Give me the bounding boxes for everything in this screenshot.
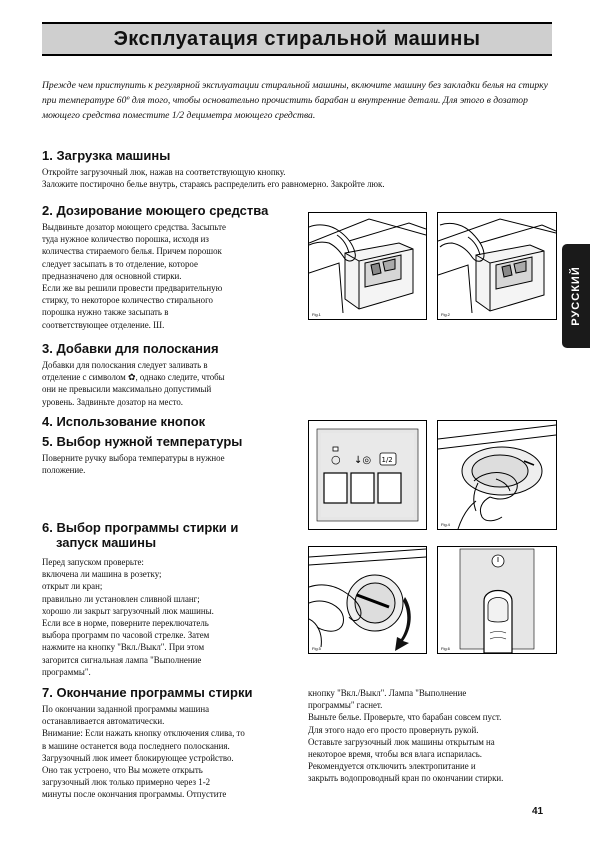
- text-line: соответствующее отделение. Ш.: [42, 319, 165, 330]
- on-off-button-illustration: [438, 547, 556, 653]
- text-line: выбора программ по часовой стрелке. Затем: [42, 630, 210, 641]
- program-selector-illustration: [309, 547, 426, 653]
- svg-text:Fig.6: Fig.6: [441, 646, 450, 651]
- on-off-symbol: ○: [331, 453, 341, 466]
- text-line: Если же вы решили провести предварительную: [42, 283, 223, 294]
- drain-symbol: ↓◎: [354, 455, 372, 466]
- language-side-tab: [562, 244, 590, 348]
- text-line: в машине останется вода последнего полоскания.: [42, 740, 230, 751]
- page-title: Эксплуатация стиральной машины: [42, 22, 552, 56]
- text-line: Выньте белье. Проверьте, что барабан совсем пуст.: [308, 712, 502, 723]
- on-off-button-figure: [437, 546, 557, 654]
- section-7-heading: 7. Окончание программы стирки: [42, 685, 253, 700]
- section-2-text: [42, 221, 226, 331]
- svg-text:Fig.4: Fig.4: [441, 522, 450, 527]
- text-line: порошка нужно также засыпать в: [42, 307, 169, 318]
- heading-line: запуск машины: [56, 535, 157, 550]
- text-line: Для этого надо его просто провернуть рукой.: [308, 724, 479, 735]
- section-5-text: [42, 452, 225, 476]
- text-line: они не превысили максимально допустимый: [42, 384, 212, 395]
- text-line: останавливается автоматически.: [42, 716, 165, 727]
- control-panel-figure: [308, 420, 427, 530]
- text-line: включена ли машина в розетку;: [42, 569, 162, 580]
- text-line: туда нужное количество порошка, исходя из: [42, 234, 209, 245]
- svg-text:Fig.5: Fig.5: [312, 646, 321, 651]
- section-6-text: [42, 556, 214, 678]
- text-line: Рекомендуется отключить электропитание и: [308, 761, 476, 772]
- text-line: Оставьте загрузочный люк машины открытым на: [308, 736, 495, 747]
- text-line: минуты после окончания программы. Отпустите: [42, 789, 227, 800]
- text-line: количества стираемого белья. Причем порошок: [42, 246, 222, 257]
- text-line: программы" гаснет.: [308, 700, 383, 711]
- text-line: отделение с символом ✿, однако следите, чтобы: [42, 372, 225, 383]
- text-line: Перед запуском проверьте:: [42, 557, 144, 567]
- text-line: некоторое время, чтобы вся влага испарилась.: [308, 749, 483, 760]
- temperature-dial-illustration: [438, 421, 556, 529]
- text-line: загорится сигнальная лампа "Выполнение: [42, 654, 202, 665]
- text-line: Добавки для полоскания следует заливать в: [42, 360, 208, 370]
- temperature-dial-figure: [437, 420, 557, 530]
- section-6-heading: [42, 520, 238, 550]
- text-line: стирку, то некоторое количество стирального: [42, 295, 213, 306]
- section-2-heading: 2. Дозирование моющего средства: [42, 203, 269, 218]
- intro-paragraph: Прежде чем приступить к регулярной эксплуатации стиральной машины, включите машину без закладки белья на стирку при температуре 60º для того, чтобы основательно прочистить барабан и внутренние детали. Для этого в дозатор моющего средства поместите 1/2 дециметра моющего средства.: [42, 80, 548, 121]
- rinse-aid-drawer-illustration: [438, 213, 556, 319]
- text-line: предназначено для основной стирки.: [42, 270, 182, 281]
- section-7-text-right: [308, 687, 503, 785]
- detergent-drawer-figure-2: [437, 212, 557, 320]
- half-load-symbol: 1/2: [381, 456, 393, 464]
- language-label: РУССКИЙ: [570, 266, 582, 326]
- text-line: Загрузочный люк имеет блокирующее устройство.: [42, 752, 234, 763]
- text-line: Заложите постирочно белье внутрь, стараясь распределить его равномерно. Закройте люк.: [42, 179, 385, 190]
- svg-text:Fig.2: Fig.2: [441, 312, 450, 317]
- detergent-drawer-figure-1: [308, 212, 427, 320]
- section-1-heading: 1. Загрузка машины: [42, 148, 171, 163]
- text-line: положение.: [42, 465, 86, 476]
- text-line: закрыть водопроводный кран по окончании стирки.: [308, 773, 504, 784]
- detergent-drawer-illustration: [309, 213, 426, 319]
- section-7-text-left: [42, 703, 245, 801]
- text-line: Откройте загрузочный люк, нажав на соответствующую кнопку.: [42, 167, 286, 177]
- section-4-heading: 4. Использование кнопок: [42, 414, 206, 429]
- text-line: уровень. Задвиньте дозатор на место.: [42, 396, 184, 407]
- text-line: хорошо ли закрыт загрузочный люк машины.: [42, 605, 214, 616]
- text-line: Внимание: Если нажать кнопку отключения слива, то: [42, 728, 245, 739]
- text-line: нажмите на кнопку "Вкл./Выкл". При этом: [42, 642, 205, 653]
- section-3-text: [42, 359, 225, 408]
- text-line: открыт ли кран;: [42, 581, 103, 592]
- program-selector-figure: [308, 546, 427, 654]
- text-line: Если все в норме, поверните переключатель: [42, 618, 209, 629]
- svg-text:Fig.1: Fig.1: [312, 312, 321, 317]
- control-panel-illustration: [309, 421, 426, 529]
- heading-line: 6. Выбор программы стирки и: [42, 520, 239, 535]
- text-line: Оно так устроено, что Вы можете открыть: [42, 765, 203, 776]
- text-line: По окончании заданной программы машина: [42, 704, 210, 714]
- text-line: программы".: [42, 666, 91, 677]
- page-number: 41: [532, 806, 544, 817]
- text-line: следует засыпать в то отделение, которое: [42, 258, 198, 269]
- section-3-heading: 3. Добавки для полоскания: [42, 341, 219, 356]
- text-line: правильно ли установлен сливной шланг;: [42, 593, 200, 604]
- text-line: загрузочный люк только примерно через 1-2: [42, 777, 211, 788]
- text-line: Выдвиньте дозатор моющего средства. Засыпьте: [42, 222, 226, 232]
- section-1-text: [42, 166, 385, 190]
- section-5-heading: 5. Выбор нужной температуры: [42, 434, 243, 449]
- text-line: кнопку "Вкл./Выкл". Лампа "Выполнение: [308, 688, 467, 698]
- text-line: Поверните ручку выбора температуры в нужное: [42, 453, 225, 463]
